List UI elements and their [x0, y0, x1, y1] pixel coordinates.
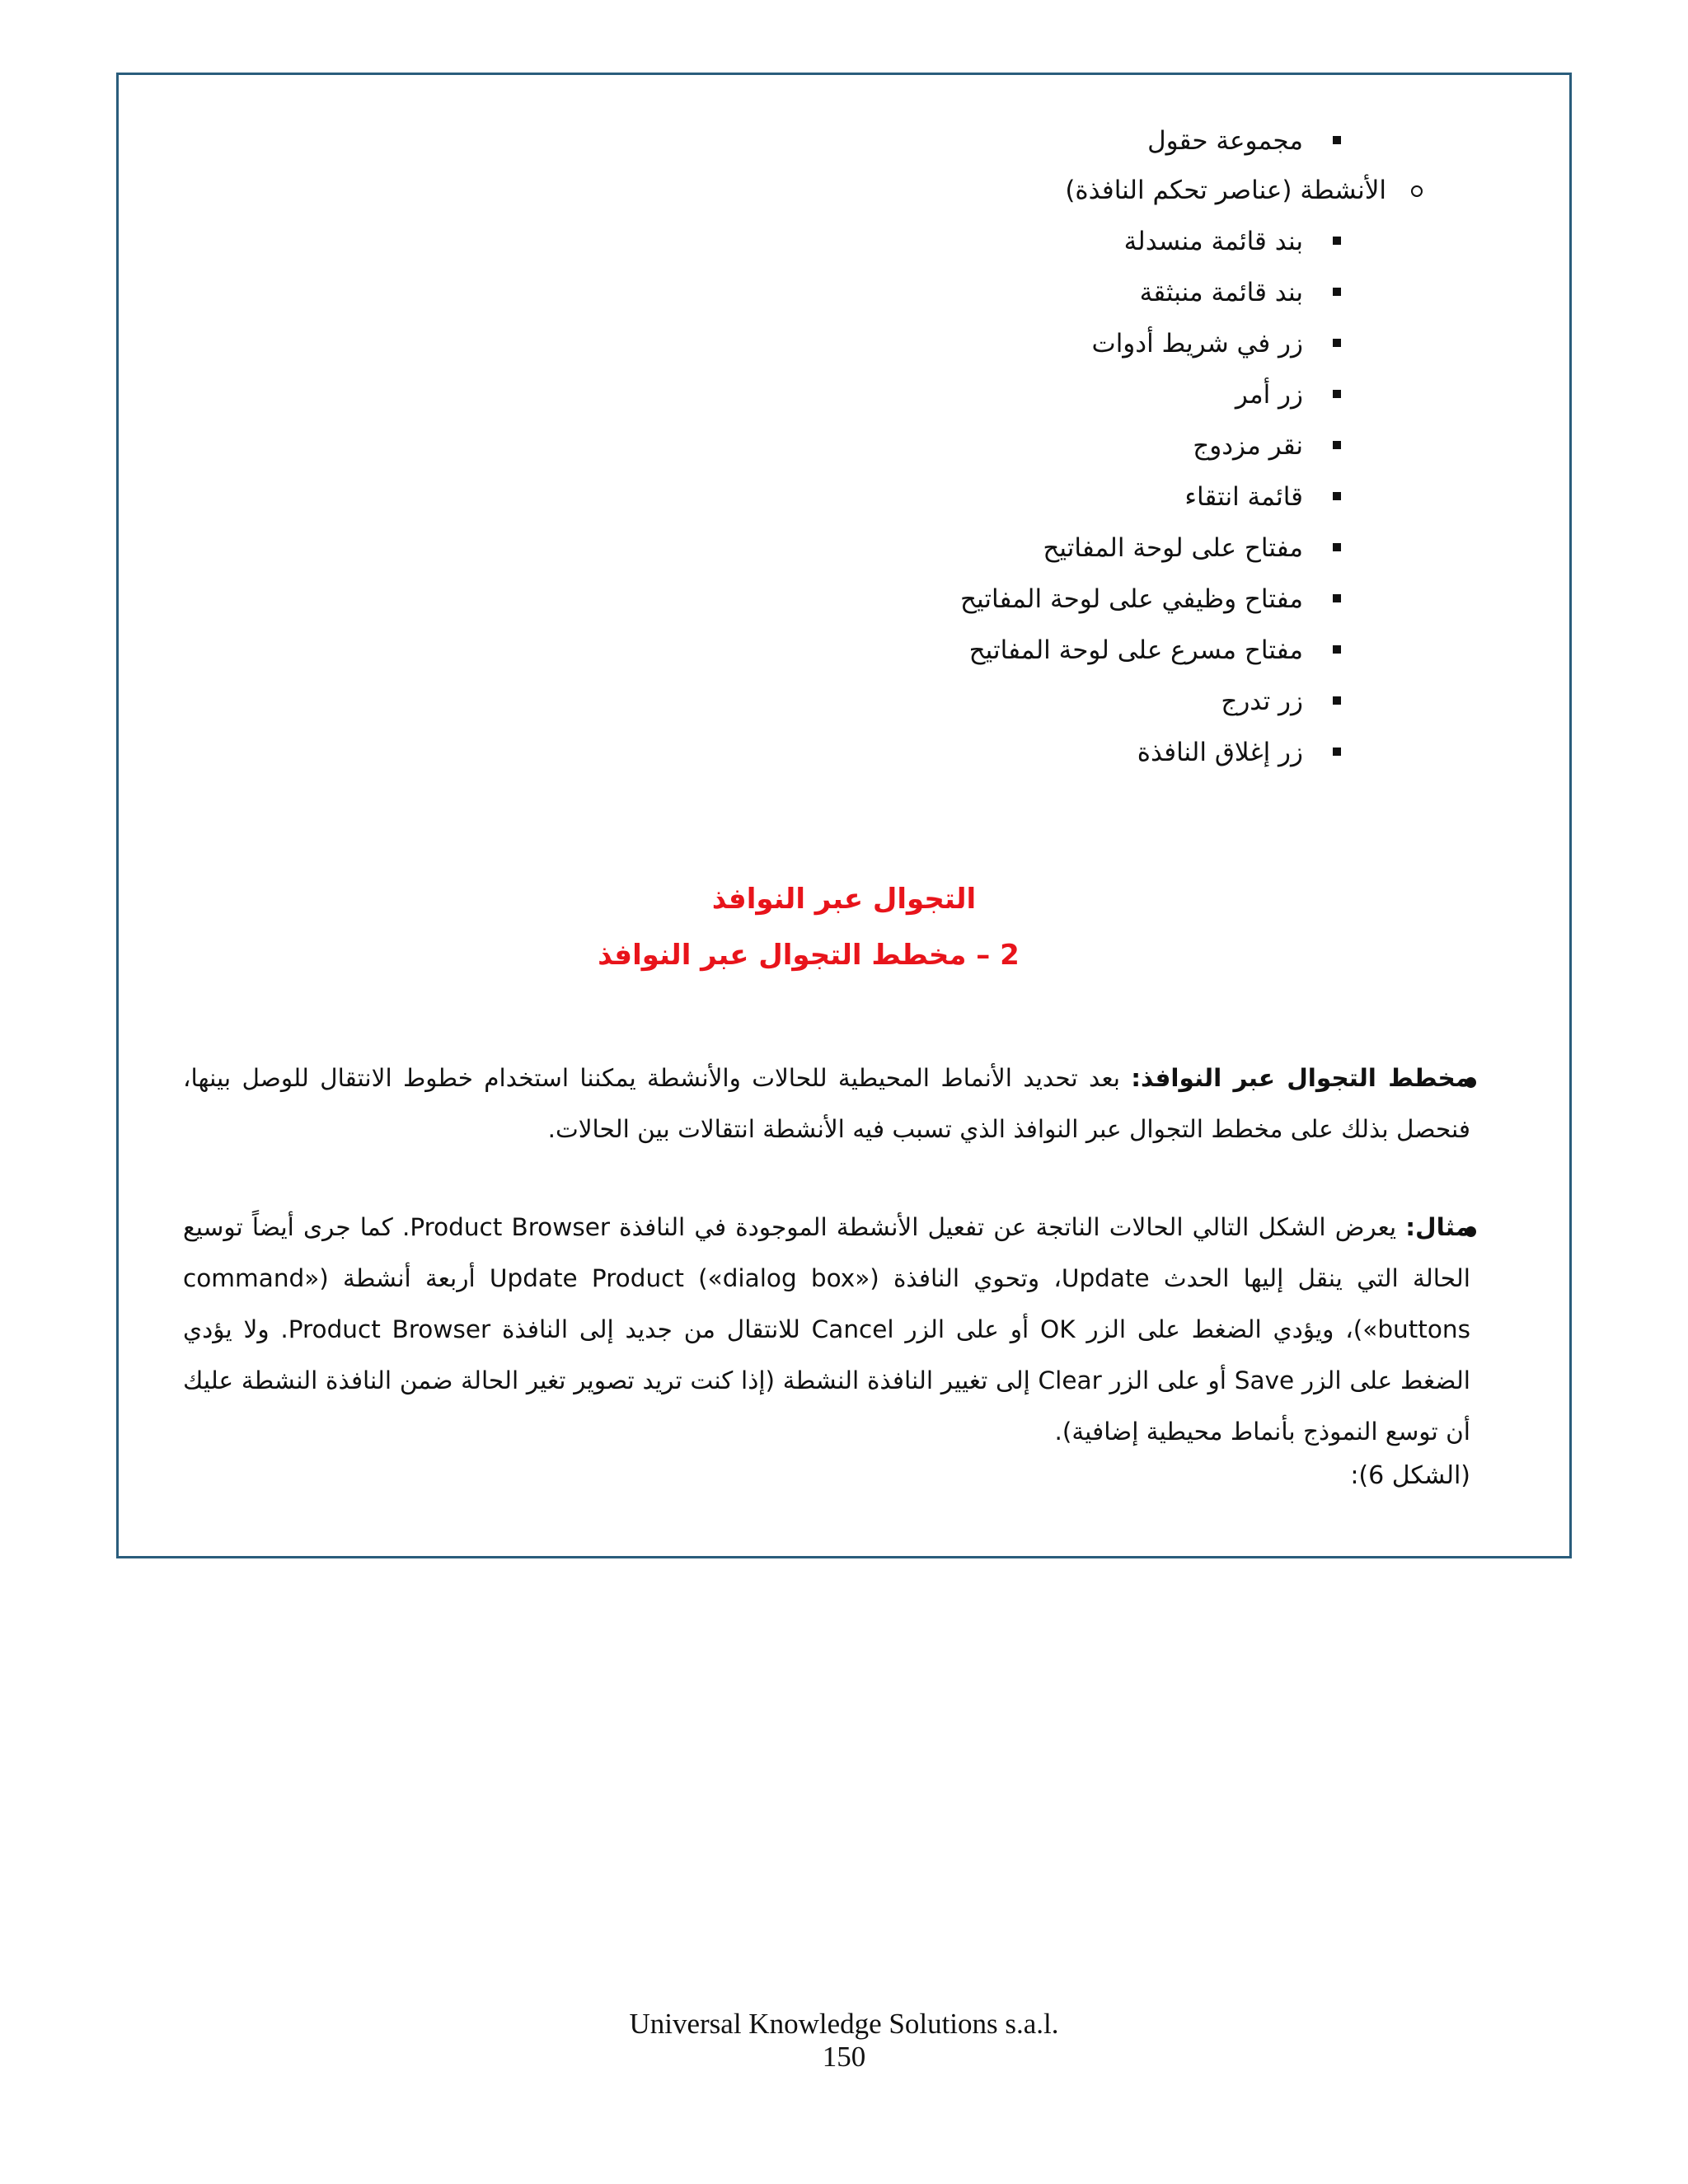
paragraph-navigation-diagram — [183, 1052, 1470, 1155]
square-bullet-icon — [1333, 696, 1341, 705]
list-item: مجموعة حقول — [1147, 126, 1303, 156]
paragraph-example — [183, 1202, 1470, 1457]
activity-item: مفتاح مسرع على لوحة المفاتيح — [968, 635, 1303, 665]
activity-item: مفتاح على لوحة المفاتيح — [1043, 533, 1303, 563]
activity-item: بند قائمة منسدلة — [1123, 227, 1303, 256]
paragraph-text: يعرض الشكل التالي الحالات الناتجة عن تفعيل الأنشطة الموجودة في النافذة Product Browser. كما جرى أيضاً توسيع الحالة التي ينقل إليها الحدث Update، وتحوي النافذة Update Product («dialog box») أربعة أنشطة («command buttons»)، ويؤدي الضغط على الزر OK أو على الزر Cancel للانتقال من جديد إلى النافذة Product Browser. ولا يؤدي الضغط على الزر Save أو على الزر Clear إلى تغيير النافذة النشطة (إذا كنت تريد تصوير تغير الحالة ضمن النافذة النشطة عليك أن توسع النموذج بأنماط محيطية إضافية). — [183, 1213, 1471, 1446]
square-bullet-icon — [1333, 594, 1341, 602]
square-bullet-icon — [1333, 390, 1341, 398]
square-bullet-icon — [1333, 748, 1341, 756]
activity-item: زر في شريط أدوات — [1091, 329, 1303, 359]
square-bullet-icon — [1333, 339, 1341, 347]
footer-publisher: Universal Knowledge Solutions s.a.l. — [629, 2008, 1059, 2040]
section-subtitle: 2 – مخطط التجوال عبر النوافذ — [598, 939, 1020, 972]
activity-item: مفتاح وظيفي على لوحة المفاتيح — [960, 584, 1303, 614]
square-bullet-icon — [1333, 645, 1341, 654]
content-frame — [116, 73, 1572, 1558]
activity-item: قائمة انتقاء — [1184, 482, 1303, 512]
activity-item: زر إغلاق النافذة — [1137, 738, 1303, 767]
activity-item: زر تدرج — [1221, 687, 1303, 716]
square-bullet-icon — [1333, 543, 1341, 551]
term-example: مثال: — [1405, 1213, 1471, 1241]
square-bullet-icon — [1333, 136, 1341, 144]
circle-bullet-icon — [1411, 185, 1423, 197]
square-bullet-icon — [1333, 492, 1341, 500]
activities-label: الأنشطة (عناصر تحكم النافذة) — [1065, 176, 1386, 205]
activity-item: بند قائمة منبثقة — [1139, 278, 1303, 307]
square-bullet-icon — [1333, 441, 1341, 449]
figure-reference: (الشكل 6): — [1350, 1461, 1470, 1490]
square-bullet-icon — [1333, 237, 1341, 245]
paragraph-text: بعد تحديد الأنماط المحيطية للحالات والأنشطة يمكننا استخدام خطوط الانتقال للوصل بينها، فنحصل بذلك على مخطط التجوال عبر النوافذ الذي تسبب فيه الأنشطة انتقالات بين الحالات. — [183, 1064, 1470, 1143]
section-title: التجوال عبر النوافذ — [711, 883, 977, 916]
activity-item: نقر مزدوج — [1193, 431, 1303, 461]
page-number: 150 — [822, 2041, 866, 2073]
activity-item: زر أمر — [1235, 380, 1303, 410]
square-bullet-icon — [1333, 288, 1341, 296]
term-navigation-diagram: مخطط التجوال عبر النوافذ: — [1131, 1064, 1470, 1092]
